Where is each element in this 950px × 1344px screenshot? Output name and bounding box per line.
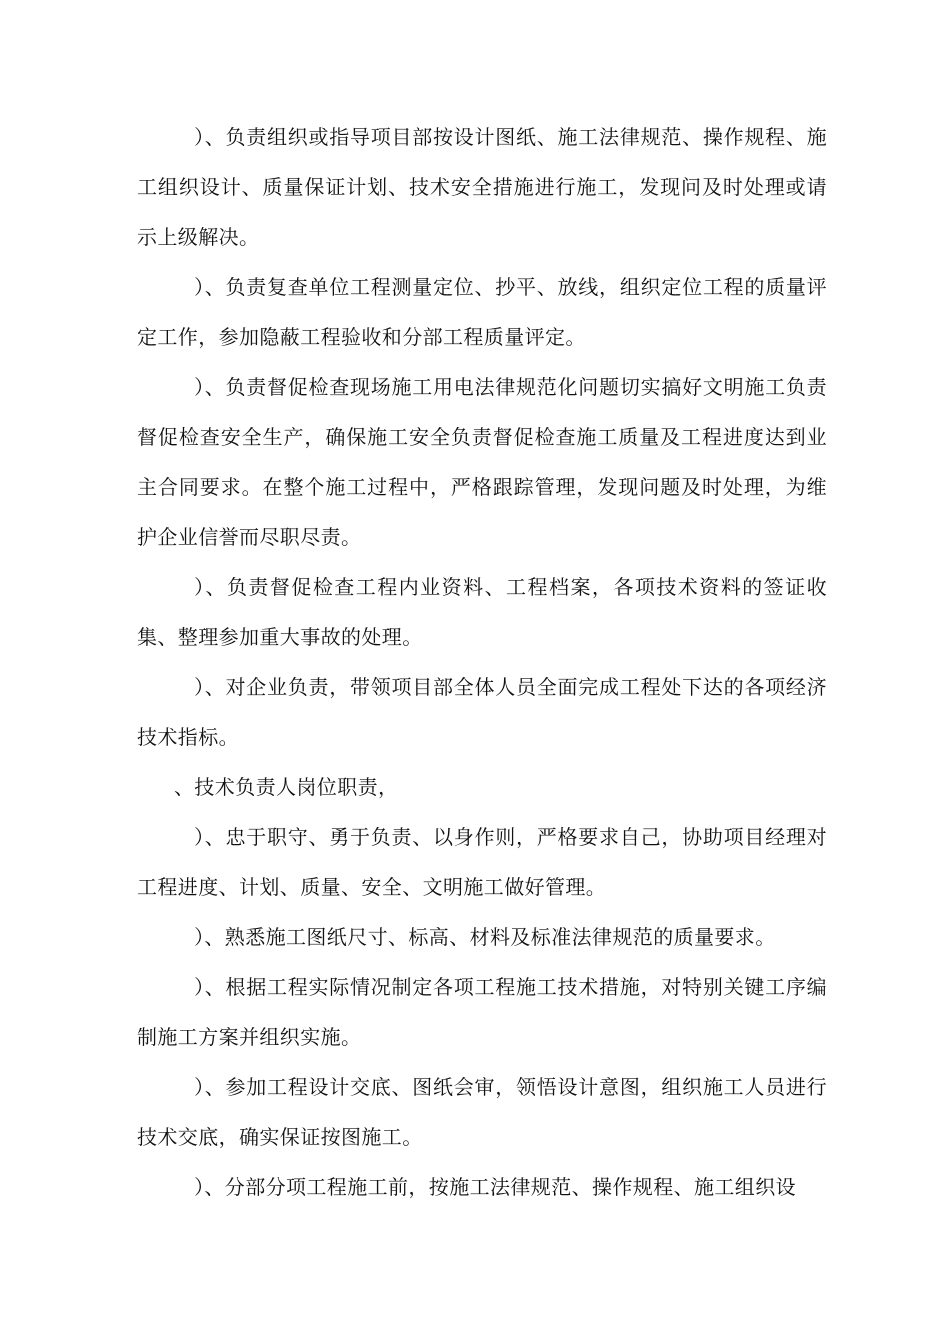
paragraph-technical-lead-duty-5: ）、分部分项工程施工前，按施工法律规范、操作规程、施工组织设 bbox=[194, 1175, 796, 1199]
paragraph-technical-lead-duty-1: ）、忠于职守、勇于负责、以身作则，严格要求自己，协助项目经理对工程进度、计划、质量、安全、文明施工做好管理。 bbox=[137, 825, 827, 899]
paragraph-project-manager-duty-3: ）、负责督促检查现场施工用电法律规范化问题切实搞好文明施工负责督促检查安全生产，确保施工安全负责督促检查施工质量及工程进度达到业主合同要求。在整个施工过程中，严格跟踪管理，发现问题及时处理，为维护企业信誉而尽职尽责。 bbox=[137, 375, 827, 549]
paragraph-technical-lead-duty-4: ）、参加工程设计交底、图纸会审，领悟设计意图，组织施工人员进行技术交底，确实保证按图施工。 bbox=[137, 1075, 827, 1149]
paragraph-technical-lead-duty-2: ）、熟悉施工图纸尺寸、标高、材料及标准法律规范的质量要求。 bbox=[194, 925, 776, 949]
paragraph-project-manager-duty-2: ）、负责复查单位工程测量定位、抄平、放线，组织定位工程的质量评定工作，参加隐蔽工程验收和分部工程质量评定。 bbox=[137, 275, 827, 349]
paragraph-project-manager-duty-5: ）、对企业负责，带领项目部全体人员全面完成工程处下达的各项经济技术指标。 bbox=[137, 675, 827, 749]
paragraph-project-manager-duty-1: ）、负责组织或指导项目部按设计图纸、施工法律规范、操作规程、施工组织设计、质量保证计划、技术安全措施进行施工，发现问及时处理或请示上级解决。 bbox=[137, 125, 827, 249]
section-heading-technical-lead: 、技术负责人岗位职责， bbox=[174, 775, 399, 799]
paragraph-project-manager-duty-4: ）、负责督促检查工程内业资料、工程档案，各项技术资料的签证收集、整理参加重大事故的处理。 bbox=[137, 575, 827, 649]
paragraph-technical-lead-duty-3: ）、根据工程实际情况制定各项工程施工技术措施，对特别关键工序编制施工方案并组织实施。 bbox=[137, 975, 827, 1049]
document-body bbox=[137, 112, 827, 1212]
